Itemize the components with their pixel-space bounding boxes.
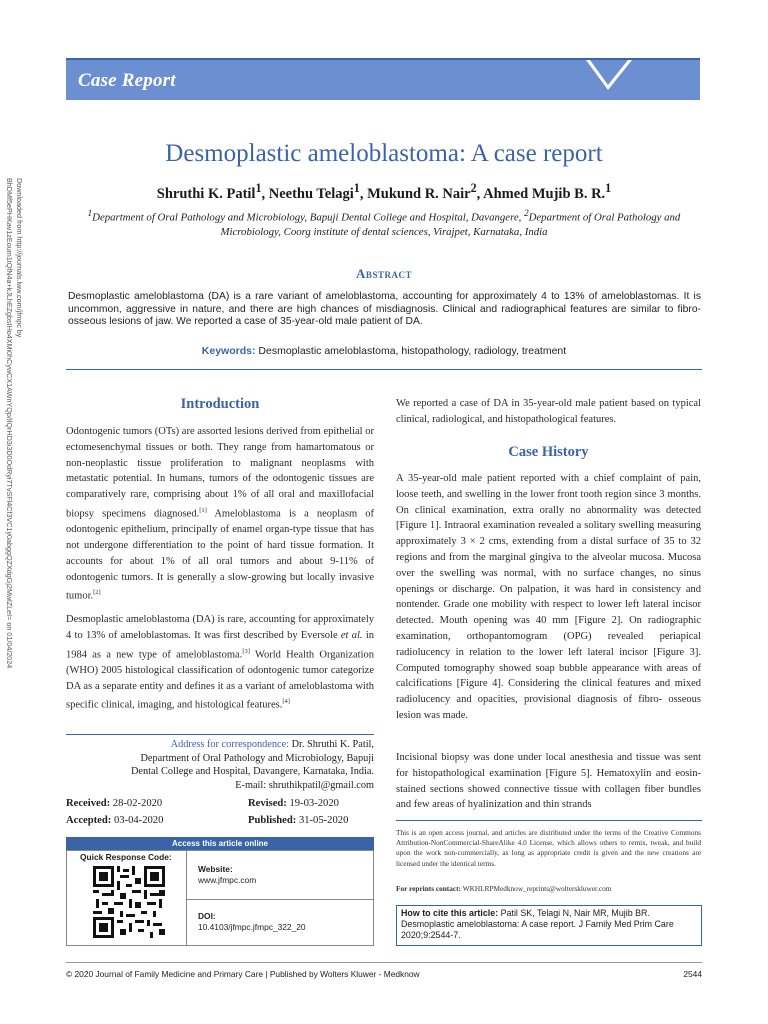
website-label: Website:	[198, 864, 233, 874]
doi-label: DOI:	[198, 911, 216, 921]
affil-text-2: Department of Oral Pathology and Microbiology, Coorg institute of dental sciences, Virajpet, Karnataka, India	[220, 211, 681, 238]
intro-paragraph-1	[66, 424, 374, 605]
license-text: This is an open access journal, and articles are distributed under the terms of the Creative Commons Attribution-NonCommercial-ShareAlike 4.0 License, which allows others to remix, tweak, and build upon the work non-commercially, as long as appropriate credit is given and the new creations are licensed under the identical terms.	[396, 828, 701, 868]
author-sup: 2	[470, 181, 477, 195]
published-date: 31-05-2020	[298, 814, 349, 826]
received-label: Received:	[66, 798, 111, 809]
case-history-paragraph-1: A 35-year-old male patient reported with a chief complaint of pain, loose teeth, and swelling in the lower front tooth region since 3 months. On clinical examination, extra orally no abnormality was detected [Figure 1]. Intraoral examination revealed a solitary swelling measuring approximately 3 × 2 cms, extending from a distal surface of 35 to 32 regions and from the marginal gingiva to the alveolar mucosa. Mucosa over the swelling was normal, with no surface changes, no sinus openings or discharge. On palpation, it was hard in consistency and nontender. Grade one mobility with respect to lower left lateral incisor detected. Mouth opening was 40 mm [Figure 2]. On radiographic examination, orthopantomogram (OPG) revealed periapical radiolucency in relation to the lower left lateral incisor [Figure 3]. Computed tomography showed soap bubble appearance with areas of calcifications [Figure 4]. Considering the clinical features and mixed radiolucency and opacities, provisional diagnosis of fibro- osseous lesion was made.	[396, 473, 701, 721]
author-name: Shruthi K. Patil	[156, 185, 256, 202]
download-note: Downloaded from http://journals.lww.com/jfmpc by BhDMf5ePHKav1zEoum1tQfN4a+kJLhEZgbsIHo4XMi0hCywCX1AWnYQp/IlQrHD3i3D0OdRyi7TvSFl4Cf3VC1y0abggQZXdgGj2MwlZLeI= on 01/04/2024	[5, 178, 24, 669]
abstract-body: Desmoplastic ameloblastoma (DA) is a rare variant of ameloblastoma, accounting for approximately 4 to 13% of ameloblastomas. It is uncommon, aggressive in nature, and there are high chances of misdiagnosis. Clinical and radiographical features are similar to fibro-osseous lesions of jaw. We reported a case of 35-year-old male patient of DA.	[68, 291, 701, 328]
author-sep: ,	[476, 185, 484, 202]
footer	[66, 969, 702, 979]
affiliations	[70, 206, 698, 239]
page-number: 2544	[683, 969, 702, 979]
footer-rule	[66, 962, 702, 963]
cite-box	[396, 905, 702, 946]
right-intro-paragraph: We reported a case of DA in 35-year-old male patient based on typical clinical, radiological, and histopathological features.	[396, 398, 701, 425]
correspondence-label: Address for correspondence:	[170, 739, 290, 750]
author-sup: 1	[605, 181, 612, 195]
citation-ref[interactable]: [1]	[199, 506, 207, 514]
abstract-heading: Abstract	[356, 266, 412, 281]
introduction-heading: Introduction	[180, 396, 260, 412]
case-history-paragraph-2: Incisional biopsy was done under local anesthesia and tissue was sent for histopathological examination [Figure 5]. Hematoxylin and eosin-stained sections showed connective tissue with collagen fiber bundles and few areas of hyalinization and thin strands	[396, 752, 701, 811]
dates-right	[248, 796, 348, 829]
author-sup: 1	[353, 181, 360, 195]
access-box-divider	[186, 850, 187, 946]
author-name: Ahmed Mujib B. R.	[483, 185, 606, 202]
affil-sup: 2	[524, 208, 529, 218]
banner-top-rule	[66, 58, 700, 60]
reprints-contact	[396, 884, 611, 893]
reprints-email[interactable]: WKHLRPMedknow_reprints@wolterskluwer.com	[462, 884, 612, 893]
correspondence-email[interactable]: E-mail: shruthikpatil@gmail.com	[235, 780, 374, 792]
cite-label: How to cite this article:	[401, 908, 499, 918]
correspondence-line: Dental College and Hospital, Davangere, Karnataka, India.	[130, 766, 374, 778]
received-date: 28-02-2020	[112, 798, 163, 809]
doi-link[interactable]: 10.4103/jfmpc.jfmpc_322_20	[198, 922, 306, 932]
intro-etal: et al.	[340, 629, 363, 641]
accepted-date: 03-04-2020	[113, 814, 164, 826]
keywords-label: Keywords:	[201, 345, 256, 357]
author-sep: ,	[359, 185, 368, 202]
intro-text: in 1984 as a new type of ameloblastoma.	[66, 629, 374, 661]
intro-text: Ameloblastoma is a neoplasm of odontogenic epithelium, principally of enamel organ-type tissue that has not undergone differentiation to the point of hard tissue formation. It accounts for about 1% of all oral tumors and about 9-11% of odontogenic tumors. It is generally a slow-growing but locally invasive tumor.	[66, 508, 374, 602]
author-name: Mukund R. Nair	[367, 185, 471, 202]
dates-left	[66, 796, 163, 829]
website-link[interactable]: www.jfmpc.com	[198, 875, 257, 885]
case-history-heading: Case History	[508, 444, 589, 460]
section-label: Case Report	[78, 70, 176, 91]
license-divider	[396, 820, 702, 821]
affil-sup: 1	[87, 208, 93, 218]
keywords	[0, 345, 768, 357]
access-online-bar: Access this article online	[66, 837, 374, 850]
qr-code[interactable]	[93, 866, 165, 938]
reprints-label: For reprints contact:	[396, 884, 461, 893]
intro-text: Odontogenic tumors (OTs) are assorted lesions derived from epithelial or ectomesenchymal tissues or both. They range from hamartomatous or non-neoplastic tissue proliferation to malignant neoplasms with metastatic potential. In humans, tumors of the odontogenic tissues are comparatively rare, comprising about 1% of all oral and maxillofacial biopsy specimens diagnosed.	[66, 426, 374, 520]
citation-ref[interactable]: [2]	[93, 589, 101, 597]
intro-text: Desmoplastic ameloblastoma (DA) is rare, accounting for approximately 4 to 13% of ameloblastomas. It was first described by Eversole	[66, 614, 374, 641]
intro-text: World Health Organization (WHO) 2005 histological classification of odontogenic tumor categorize DA as a separate entity and defines it as a variant of ameloblastoma with specific clinical, imaging, and histological features.	[66, 649, 375, 711]
affil-text-1: Department of Oral Pathology and Microbiology, Bapuji Dental College and Hospital, Davangere,	[92, 211, 525, 224]
correspondence-block	[66, 738, 374, 793]
revised-date: 19-03-2020	[289, 798, 339, 809]
correspondence-divider	[66, 734, 374, 735]
author-name: Neethu Telagi	[268, 185, 354, 202]
author-sup: 1	[255, 181, 262, 195]
citation-ref[interactable]: [3]	[242, 647, 250, 655]
keywords-text: Desmoplastic ameloblastoma, histopathology, radiology, treatment	[258, 345, 567, 357]
abstract-divider	[66, 369, 702, 370]
author-list	[0, 181, 768, 203]
correspondence-name: Dr. Shruthi K. Patil,	[291, 739, 374, 750]
correspondence-line: Department of Oral Pathology and Microbiology, Bapuji	[140, 752, 374, 764]
footer-copyright: © 2020 Journal of Family Medicine and Primary Care | Published by Wolters Kluwer - Medknow	[66, 969, 420, 979]
accepted-label: Accepted:	[66, 814, 112, 826]
author-sep: ,	[261, 185, 269, 202]
access-box-hdivider	[186, 899, 374, 900]
published-label: Published:	[248, 814, 297, 826]
paper-title: Desmoplastic ameloblastoma: A case report	[165, 140, 603, 167]
revised-label: Revised:	[248, 798, 287, 809]
intro-paragraph-2	[66, 612, 374, 714]
citation-ref[interactable]: [4]	[282, 698, 290, 706]
qr-label: Quick Response Code:	[80, 852, 172, 862]
cite-text: Patil SK, Telagi N, Nair MR, Mujib BR. Desmoplastic ameloblastoma: A case report. J Family Med Prim Care 2020;9:2544-7.	[401, 908, 674, 940]
